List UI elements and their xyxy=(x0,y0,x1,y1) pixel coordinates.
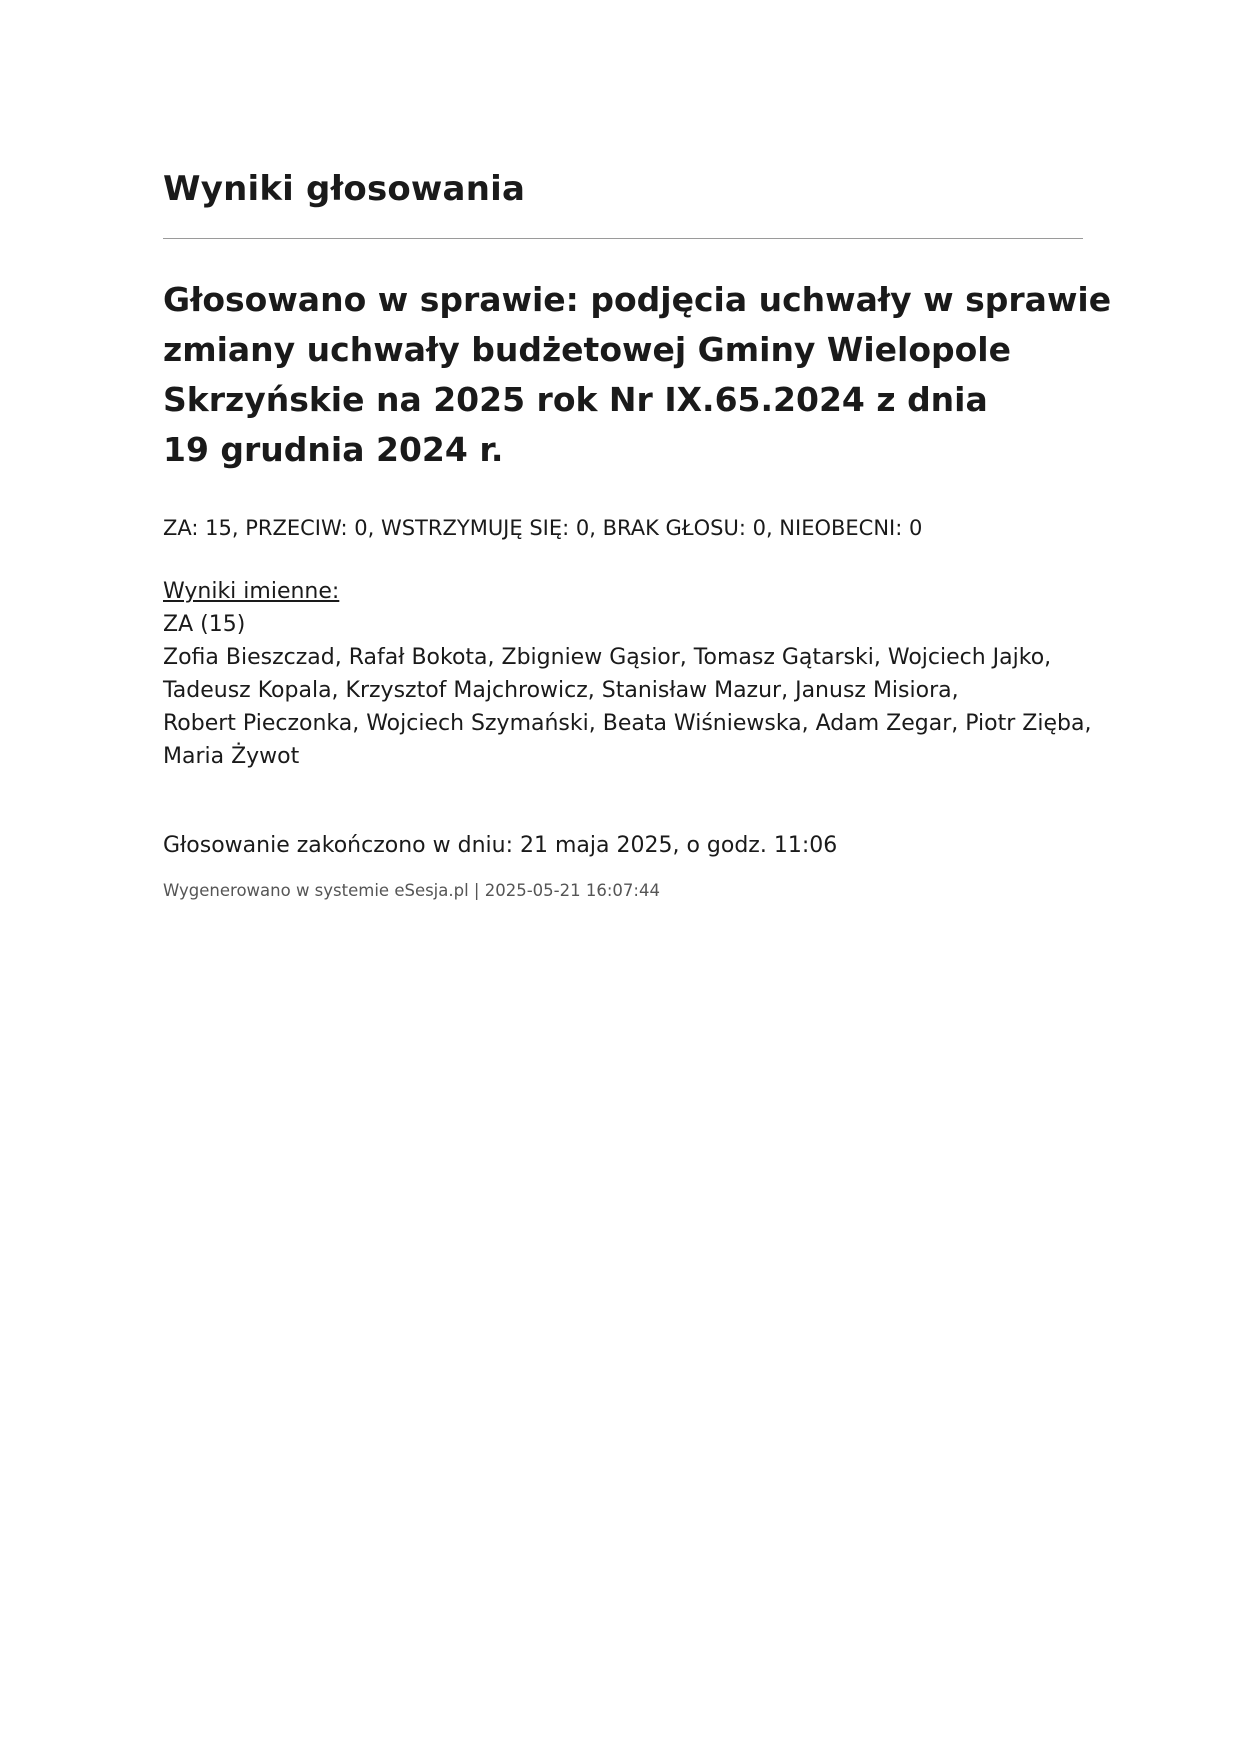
page-title: Wyniki głosowania xyxy=(163,169,526,209)
named-results-label: Wyniki imienne: xyxy=(163,579,340,604)
generated-footer: Wygenerowano w systemie eSesja.pl | 2025-05-21 16:07:44 xyxy=(163,881,660,900)
vote-subject-line: Głosowano w sprawie: podjęcia uchwały w sprawie xyxy=(163,280,1112,319)
vote-ended-info: Głosowanie zakończono w dniu: 21 maja 2025, o godz. 11:06 xyxy=(163,833,838,858)
vote-subject-line: zmiany uchwały budżetowej Gminy Wielopole xyxy=(163,330,1011,369)
vote-subject-line: 19 grudnia 2024 r. xyxy=(163,430,504,469)
title-divider xyxy=(163,238,1083,239)
named-results-names-line: Robert Pieczonka, Wojciech Szymański, Beata Wiśniewska, Adam Zegar, Piotr Zięba, xyxy=(163,711,1092,736)
vote-subject xyxy=(163,275,1112,475)
named-results-group: ZA (15) xyxy=(163,612,246,637)
vote-subject-line: Skrzyńskie na 2025 rok Nr IX.65.2024 z dnia xyxy=(163,380,988,419)
vote-tally: ZA: 15, PRZECIW: 0, WSTRZYMUJĘ SIĘ: 0, BRAK GŁOSU: 0, NIEOBECNI: 0 xyxy=(163,516,923,540)
named-results-names-line: Zofia Bieszczad, Rafał Bokota, Zbigniew Gąsior, Tomasz Gątarski, Wojciech Jajko, xyxy=(163,645,1052,670)
document-content xyxy=(163,168,1112,903)
named-results-names-line: Maria Żywot xyxy=(163,744,300,769)
named-results-names-line: Tadeusz Kopala, Krzysztof Majchrowicz, Stanisław Mazur, Janusz Misiora, xyxy=(163,678,959,703)
named-results xyxy=(163,575,1103,773)
